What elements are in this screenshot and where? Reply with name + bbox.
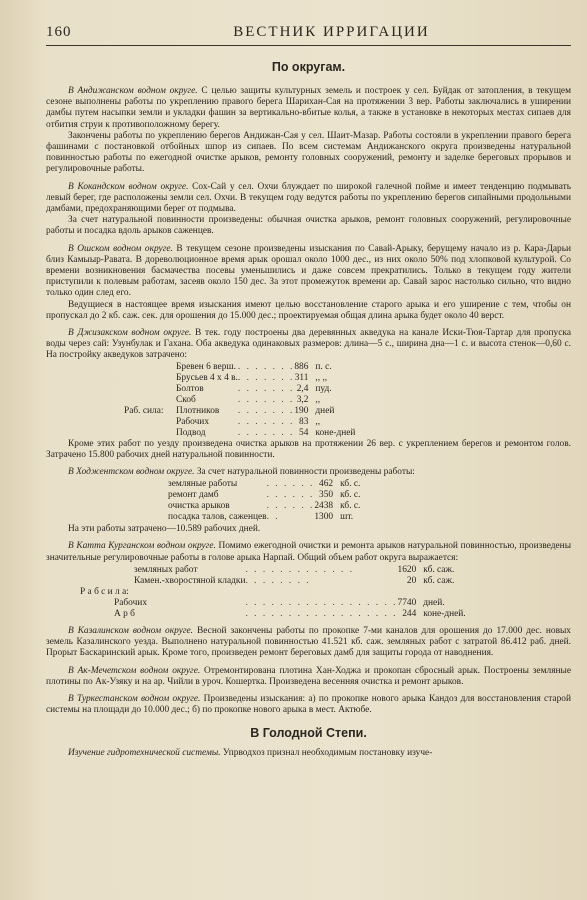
table-row — [82, 501, 360, 512]
leader-dots: . . . . . . . . — [245, 575, 311, 586]
kurgan-paragraph — [46, 541, 571, 563]
khojent-text: За счет натуральной повинности произведены работы: — [194, 467, 415, 478]
golodnaya-paragraph — [46, 748, 571, 759]
leader-dots: . . . . . . — [266, 490, 315, 501]
section-title: По округам. — [271, 60, 346, 74]
table-row — [46, 395, 355, 406]
labor-item-value: 190 — [294, 405, 309, 416]
material-value: 886 — [294, 361, 309, 372]
work-value: 350 — [319, 490, 334, 501]
golodnaya-text: Упрводхоз признал необходимым постановку изуче- — [220, 748, 433, 759]
work-label: посадка талов, саженцев — [168, 512, 267, 523]
work-value: 1620 — [397, 564, 417, 575]
leader-dots: . . . . . . . — [237, 427, 295, 438]
work-unit: шт. — [340, 512, 354, 523]
page-header — [46, 24, 571, 41]
khojent-paragraph-2: На эти работы затрачено—10.589 рабочих дней. — [68, 524, 261, 535]
jizak-title: В Джизакском водном округе. — [68, 328, 192, 339]
labor-item-label: Плотников — [176, 405, 220, 416]
work-label: ремонт дамб — [168, 490, 219, 501]
table-row — [46, 428, 355, 439]
jizak-text: В тек. году построены два деревянных акведука на канале Иски-Тюя-Тартар для пропуска воды через сай: Узунбулак и Гахана. Оба акведука одинаковых размеров: длина—5 с., ширина дна—1 с. и высота стенок—0,60 с. На постройку акведуков затрачено: — [46, 328, 571, 361]
kazalinsk-title: В Казалинском водном округе. — [68, 625, 194, 636]
osh-paragraph — [46, 244, 571, 300]
kokand-paragraph — [46, 182, 571, 216]
table-row — [80, 609, 466, 620]
leader-dots: . . . . . . . — [237, 361, 295, 372]
labor-item-unit: дней — [315, 405, 335, 416]
leader-dots: . . . . . . . — [237, 394, 295, 405]
golodnaya-heading: В Голодной Степи. — [250, 726, 367, 741]
leader-dots: . . . . . . . — [237, 405, 295, 416]
labor-label: Раб. сила: — [124, 405, 164, 416]
leader-dots: . . . . . . . — [237, 416, 295, 427]
work-unit: кб. с. — [340, 490, 361, 501]
khojent-title: В Ходжентском водном округе. — [68, 467, 195, 478]
jizak-materials-table — [46, 362, 355, 439]
material-label: Брусьев 4 х 4 в. — [176, 372, 238, 383]
material-value: 3,2 — [296, 394, 309, 405]
turkestan-paragraph — [46, 694, 571, 716]
osh-text: В текущем сезоне произведены изыскания по Савай-Арыку, берущему начало из р. Кара-Дарьи близ Камыыр-Равата. В дореволюционное время арык орошал около 1000 дес., из них около 50% под хлопковой культурой. Со времени возникновения басмачества посевы уменьшились и даже совсем прекратились. Только в текущем году жители приступили к полевым работам, засеяв около 150 дес. За этот промежуток времени ар. Савай зарос настолько сильно, что видно только один след его. — [46, 243, 571, 299]
table-row — [80, 598, 466, 609]
akmechet-text: Отремонтирована плотина Хан-Ходжа и прокопан сбросный арык. Построены земляные плотины по Ак-Узяку и на ар. Чийли в уроч. Кошертка. Произведена весенняя очистка и ремонт арыков. — [46, 665, 571, 687]
leader-dots: . . . . . . . — [237, 372, 295, 383]
material-value: 2,4 — [296, 383, 309, 394]
leader-dots: . . . . . . . . . . . . . . . . . . — [245, 608, 398, 619]
andijan-title: В Андижанском водном округе. — [68, 86, 198, 96]
kurgan-works-table — [80, 565, 466, 620]
table-row — [80, 565, 466, 576]
kazalinsk-paragraph — [46, 626, 571, 660]
material-unit: пуд. — [315, 383, 332, 394]
labor-item-value: 7740 — [397, 597, 417, 608]
osh-title: В Ошском водном округе. — [68, 243, 173, 254]
kokand-title: В Кокандском водном округе. — [68, 181, 189, 192]
work-value: 2438 — [314, 501, 334, 512]
khojent-paragraph — [46, 467, 571, 478]
material-unit: ,, ,, — [315, 372, 328, 383]
turkestan-text: Произведены изыскания: а) по прокопке нового арыка Кандоз для восстановления старой системы на площади до 10.000 дес.; б) по прокопке нового арыка в мест. Актюбе. — [46, 693, 571, 716]
leader-dots: . . . . . . . — [237, 383, 295, 394]
osh-paragraph-2: Ведущиеся в настоящее время изыскания имеют целью восстановление старого арыка и его уширение с тем, чтобы он пропускал до 2 кб. саж. сек. для орошения до 15.000 дес.; проектируемая общая длина арыка будет около 40 верст. — [46, 299, 571, 321]
leader-dots: . . . . . . . . . . . . . — [245, 564, 355, 575]
table-row — [82, 490, 360, 501]
work-unit: кб. с. — [340, 501, 361, 512]
table-row — [80, 587, 466, 598]
labor-item-unit: коне-дней. — [423, 608, 466, 619]
leader-dots: . . — [266, 512, 280, 523]
table-row — [46, 417, 355, 428]
material-label: Скоб — [176, 394, 196, 405]
table-row — [46, 373, 355, 384]
work-unit: кб. саж. — [423, 564, 455, 575]
table-row — [82, 479, 360, 490]
akmechet-title: В Ак-Мечетском водном округе. — [68, 665, 201, 676]
leader-dots: . . . . . . — [266, 501, 315, 512]
kurgan-text: Помимо ежегодной очистки и ремонта арыков натуральной повинностью, произведены значительные регулировочные работы в голове арыка Нарпай. Общий объем работ округа выражается: — [46, 541, 571, 563]
material-label: Бревен 6 верш. — [176, 361, 236, 372]
work-label: земляные работы — [168, 479, 238, 490]
material-unit: п. с. — [315, 361, 332, 372]
akmechet-paragraph — [46, 666, 571, 688]
header-rule — [46, 45, 571, 46]
work-unit: кб. саж. — [423, 575, 455, 586]
labor-item-label: Рабочих — [176, 416, 210, 427]
table-row — [82, 512, 360, 523]
labor-item-label: Рабочих — [114, 597, 148, 608]
kurgan-title: В Катта Курганском водном округе. — [68, 541, 216, 552]
labor-item-label: А р б — [114, 608, 135, 619]
work-value: 20 — [406, 575, 417, 586]
labor-item-unit: ,, — [315, 416, 321, 427]
leader-dots: . . . . . . — [266, 479, 315, 490]
kokand-text: Сох-Сай у сел. Охчи блуждает по широкой галечной пойме и имеет тенденцию подмывать левый берег, где расположены земли сел. Охчи. В текущем году ведутся работы по укреплению берегов сипайными продольными дамбами, предохраняющими берег от подмыва. — [46, 181, 572, 215]
journal-title: ВЕСТНИК ИРРИГАЦИИ — [233, 24, 430, 40]
work-unit: кб. с. — [340, 479, 361, 490]
labor-item-value: 244 — [402, 608, 417, 619]
labor-item-label: Подвод — [176, 427, 206, 438]
work-label: земляных работ — [134, 564, 198, 575]
jizak-paragraph — [46, 328, 571, 362]
work-value: 1300 — [314, 512, 334, 523]
material-label: Болтов — [176, 383, 204, 394]
table-row — [46, 406, 355, 417]
labor-item-value: 54 — [299, 427, 309, 438]
andijan-paragraph-2: Закончены работы по укреплению берегов Андижан-Сая у сел. Шаит-Мазар. Работы состояли в укреплении правого берега фашинами с постановкой отбойных шпор из сипаев. По всем системам Андижанского округа произведены натуральной повинностью работы по ежегодной очистке арыков, ремонту головных сооружений, ремонту и заделке береговых прорывов и регулировочные работы. — [46, 130, 571, 175]
jizak-paragraph-2: Кроме этих работ по уезду произведена очистка арыков на протяжении 26 вер. с укреплением берегов и ремонтом голов. Затрачено 15.800 рабочих дней натуральной повинности. — [46, 438, 571, 460]
khojent-works-table — [82, 479, 360, 523]
andijan-text: С целью защиты культурных земель и построек у сел. Буйдак от затопления, в текущем сезоне выполнены работы по укреплению правого берега Шарихан-Сая на протяжении 3 вер. Работы заключались в уширении дамбы путем насыпки земли и укладки фашин за вертикально-вбитые колья, а также в установке в некоторых местах сипаев для отбития струи к противоположному берегу. — [46, 86, 572, 130]
work-label: Камен.-хворостяной кладки — [134, 575, 246, 586]
kokand-paragraph-2: За счет натуральной повинности произведены: обычная очистка арыков, ремонт головных сооружений, регулировочные работы и посадка вдоль арыков саженцев. — [46, 215, 571, 237]
work-value: 462 — [319, 479, 334, 490]
table-row — [80, 576, 466, 587]
table-row — [46, 362, 355, 373]
labor-item-unit: коне-дней — [315, 427, 356, 438]
golodnaya-title: Изучение гидротехнической системы. — [68, 748, 221, 759]
turkestan-title: В Туркестанском водном округе. — [68, 693, 201, 704]
work-label: очистка арыков — [168, 501, 230, 512]
page-number: 160 — [46, 24, 72, 40]
kazalinsk-text: Весной закончены работы по прокопке 7-ми каналов для орошения до 17.000 дес. новых земель Казалинского уезда. Выполнено натуральной повинностью 41.521 кб. саж. земляных работ с затратой 86.412 раб. дней. Прорыт Баскаринский арык. Кроме того, произведен ремонт береговых дамб для защиты города от наводнения. — [46, 625, 571, 659]
leader-dots: . . . . . . . . . . . . . . . . . . — [245, 597, 398, 608]
material-value: 311 — [294, 372, 309, 383]
labor-title: Р а б с и л а: — [80, 586, 129, 597]
labor-item-value: 83 — [299, 416, 309, 427]
andijan-paragraph — [46, 86, 571, 131]
table-row — [46, 384, 355, 395]
labor-item-unit: дней. — [423, 597, 445, 608]
material-unit: ,, — [315, 394, 321, 405]
